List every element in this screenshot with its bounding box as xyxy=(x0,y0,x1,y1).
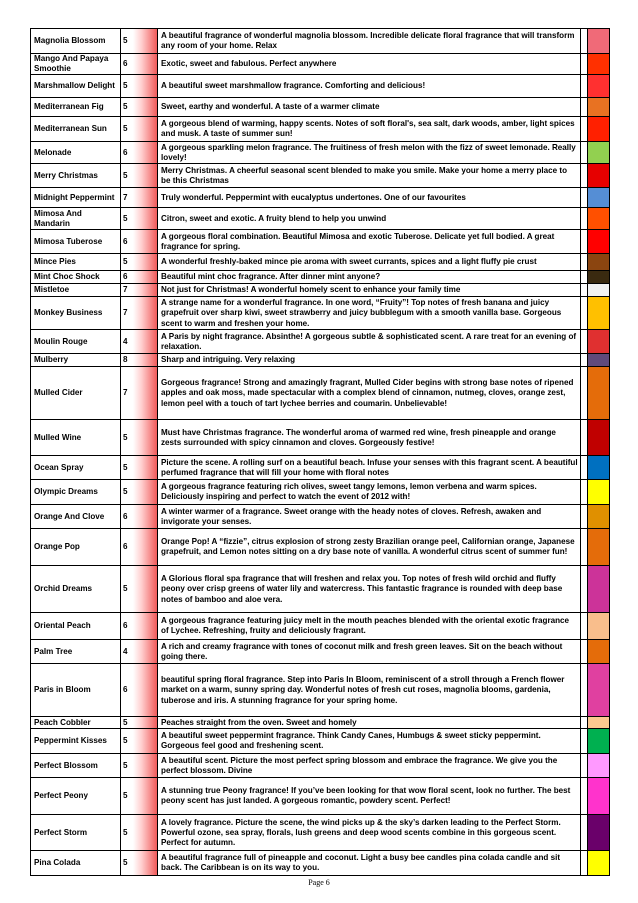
fragrance-description: Exotic, sweet and fabulous. Perfect anywhere xyxy=(158,54,581,75)
color-swatch xyxy=(588,420,610,456)
strength-gradient xyxy=(133,420,157,455)
fragrance-row xyxy=(31,142,610,164)
fragrance-description: A gorgeous fragrance featuring rich olives, sweet tangy lemons, lemon verbena and warm spices. Deliciously inspiring and perfect to watch the event of 2012 with! xyxy=(158,480,581,505)
strength-cell xyxy=(121,208,158,230)
spacer-cell xyxy=(581,815,588,851)
fragrance-description: A beautiful fragrance full of pineapple and coconut. Light a busy bee candles pina colada candle and sit back. The Caribbean is on its way to you. xyxy=(158,851,581,876)
fragrance-row xyxy=(31,98,610,117)
fragrance-row xyxy=(31,613,610,640)
fragrance-description: A gorgeous blend of warming, happy scents. Notes of soft floral's, sea salt, dark woods, amber, light spices and musk. A taste of summer sun! xyxy=(158,117,581,142)
strength-value: 6 xyxy=(123,272,128,282)
fragrance-name: Mango And Papaya Smoothie xyxy=(31,54,121,75)
fragrance-row xyxy=(31,420,610,456)
spacer-cell xyxy=(581,613,588,640)
spacer-cell xyxy=(581,117,588,142)
strength-value: 6 xyxy=(123,542,128,552)
color-swatch xyxy=(588,164,610,188)
color-swatch xyxy=(588,664,610,717)
fragrance-name: Monkey Business xyxy=(31,297,121,330)
fragrance-name: Mimosa And Mandarin xyxy=(31,208,121,230)
fragrance-description: Peaches straight from the oven. Sweet and homely xyxy=(158,717,581,729)
strength-cell xyxy=(121,142,158,164)
spacer-cell xyxy=(581,271,588,284)
strength-gradient xyxy=(133,717,157,728)
fragrance-description: A gorgeous sparkling melon fragrance. The fruitiness of fresh melon with the fizz of sweet lemonade. Really lovely! xyxy=(158,142,581,164)
strength-cell xyxy=(121,29,158,54)
fragrance-row xyxy=(31,480,610,505)
spacer-cell xyxy=(581,330,588,354)
fragrance-description: Citron, sweet and exotic. A fruity blend to help you unwind xyxy=(158,208,581,230)
color-swatch xyxy=(588,815,610,851)
fragrance-name: Mediterranean Sun xyxy=(31,117,121,142)
strength-gradient xyxy=(133,254,157,270)
fragrance-name: Perfect Blossom xyxy=(31,754,121,778)
fragrance-row xyxy=(31,505,610,529)
spacer-cell xyxy=(581,142,588,164)
fragrance-name: Marshmallow Delight xyxy=(31,75,121,98)
strength-value: 5 xyxy=(123,487,128,497)
strength-cell xyxy=(121,613,158,640)
fragrance-row xyxy=(31,117,610,142)
fragrance-name: Perfect Storm xyxy=(31,815,121,851)
strength-gradient xyxy=(133,664,157,716)
strength-value: 5 xyxy=(123,717,128,727)
fragrance-description: A beautiful scent. Picture the most perfect spring blossom and embrace the fragrance. We give you the perfect blossom. Divine xyxy=(158,754,581,778)
strength-value: 5 xyxy=(123,257,128,267)
fragrance-description: Beautiful mint choc fragrance. After dinner mint anyone? xyxy=(158,271,581,284)
strength-cell xyxy=(121,354,158,367)
strength-cell xyxy=(121,54,158,75)
strength-value: 5 xyxy=(123,858,128,868)
strength-cell xyxy=(121,188,158,208)
spacer-cell xyxy=(581,566,588,613)
strength-gradient xyxy=(133,815,157,850)
strength-cell xyxy=(121,754,158,778)
fragrance-name: Mulled Cider xyxy=(31,367,121,420)
color-swatch xyxy=(588,354,610,367)
strength-gradient xyxy=(133,566,157,612)
strength-cell xyxy=(121,284,158,297)
spacer-cell xyxy=(581,367,588,420)
strength-value: 6 xyxy=(123,147,128,157)
strength-gradient xyxy=(133,456,157,479)
fragrance-table-container xyxy=(30,28,608,876)
strength-value: 5 xyxy=(123,827,128,837)
fragrance-name: Perfect Peony xyxy=(31,778,121,815)
fragrance-row xyxy=(31,851,610,876)
strength-cell xyxy=(121,566,158,613)
color-swatch xyxy=(588,754,610,778)
fragrance-row xyxy=(31,230,610,254)
fragrance-description: A beautiful fragrance of wonderful magnolia blossom. Incredible delicate floral fragrance that will transform any room of your home. Relax xyxy=(158,29,581,54)
fragrance-name: Orange And Clove xyxy=(31,505,121,529)
strength-cell xyxy=(121,480,158,505)
color-swatch xyxy=(588,778,610,815)
color-swatch xyxy=(588,297,610,330)
strength-gradient xyxy=(133,851,157,875)
strength-gradient xyxy=(133,297,157,329)
fragrance-name: Mint Choc Shock xyxy=(31,271,121,284)
spacer-cell xyxy=(581,851,588,876)
strength-cell xyxy=(121,640,158,664)
fragrance-name: Merry Christmas xyxy=(31,164,121,188)
fragrance-row xyxy=(31,208,610,230)
fragrance-description: Merry Christmas. A cheerful seasonal scent blended to make you smile. Make your home a merry place to be this Christmas xyxy=(158,164,581,188)
strength-cell xyxy=(121,330,158,354)
spacer-cell xyxy=(581,354,588,367)
strength-cell xyxy=(121,456,158,480)
color-swatch xyxy=(588,640,610,664)
color-swatch xyxy=(588,505,610,529)
strength-cell xyxy=(121,98,158,117)
strength-gradient xyxy=(133,117,157,141)
strength-gradient xyxy=(133,98,157,116)
strength-value: 5 xyxy=(123,736,128,746)
strength-cell xyxy=(121,230,158,254)
fragrance-name: Mediterranean Fig xyxy=(31,98,121,117)
color-swatch xyxy=(588,271,610,284)
fragrance-description: Must have Christmas fragrance. The wonderful aroma of warmed red wine, fresh pineapple and orange zests surrounded with spicy cinnamon and cloves. Gorgeously festive! xyxy=(158,420,581,456)
fragrance-description: Truly wonderful. Peppermint with eucalyptus undertones. One of our favourites xyxy=(158,188,581,208)
fragrance-description: A strange name for a wonderful fragrance. In one word, “Fruity”! Top notes of fresh banana and juicy grapefruit over sharp kiwi, sweet strawberry and juicy bubblegum with a smooth vanilla base. Gorgeous scent to warm and freshen your home. xyxy=(158,297,581,330)
strength-cell xyxy=(121,75,158,98)
fragrance-name: Mince Pies xyxy=(31,254,121,271)
color-swatch xyxy=(588,208,610,230)
strength-value: 4 xyxy=(123,336,128,346)
fragrance-row xyxy=(31,297,610,330)
fragrance-description: Sharp and intriguing. Very relaxing xyxy=(158,354,581,367)
fragrance-row xyxy=(31,815,610,851)
fragrance-description: A stunning true Peony fragrance! If you’ve been looking for that wow floral scent, look no further. The best peony scent has just landed. A gorgeous romantic, powdery scent. Perfect! xyxy=(158,778,581,815)
color-swatch xyxy=(588,851,610,876)
fragrance-description: A Paris by night fragrance. Absinthe! A gorgeous subtle & sophisticated scent. A rare treat for an evening of relaxation. xyxy=(158,330,581,354)
fragrance-description: Gorgeous fragrance! Strong and amazingly fragrant, Mulled Cider begins with strong base notes of ripened apples and oak moss, made spectacular with a complex blend of cinnamon, nutmeg, cloves, orange zest, lemon peel with a touch of tart lychee berries and coumarin. Unbelievable! xyxy=(158,367,581,420)
fragrance-name: Moulin Rouge xyxy=(31,330,121,354)
color-swatch xyxy=(588,566,610,613)
fragrance-row xyxy=(31,75,610,98)
strength-value: 6 xyxy=(123,59,128,69)
color-swatch xyxy=(588,456,610,480)
strength-cell xyxy=(121,254,158,271)
strength-cell xyxy=(121,815,158,851)
spacer-cell xyxy=(581,729,588,754)
fragrance-row xyxy=(31,664,610,717)
spacer-cell xyxy=(581,75,588,98)
fragrance-description: Not just for Christmas! A wonderful homely scent to enhance your family time xyxy=(158,284,581,297)
strength-value: 7 xyxy=(123,388,128,398)
spacer-cell xyxy=(581,188,588,208)
fragrance-description: A winter warmer of a fragrance. Sweet orange with the heady notes of cloves. Refresh, awaken and invigorate your senses. xyxy=(158,505,581,529)
strength-value: 5 xyxy=(123,462,128,472)
strength-gradient xyxy=(133,142,157,163)
fragrance-description: beautiful spring floral fragrance. Step into Paris In Bloom, reminiscent of a stroll through a French flower market on a warm, sunny spring day. Wonderful notes of fresh cut roses, magnolia blooms, gardenia, tuberose and iris. A stunning fragrance for your spring home. xyxy=(158,664,581,717)
fragrance-description: Orange Pop! A “fizzie”, citrus explosion of strong zesty Brazilian orange peel, Californian orange, Japanese grapefruit, and Lemon notes sitting on a dry base note of vanilla. A wonderful citrus scent of summer fun! xyxy=(158,529,581,566)
fragrance-description: A lovely fragrance. Picture the scene, the wind picks up & the sky’s darken leading to the Perfect Storm. Powerful ozone, sea spray, florals, lush greens and deep wood scents combine in this gorgeous scent. Perfect for autumn. xyxy=(158,815,581,851)
fragrance-name: Palm Tree xyxy=(31,640,121,664)
fragrance-row xyxy=(31,754,610,778)
color-swatch xyxy=(588,230,610,254)
strength-gradient xyxy=(133,729,157,753)
fragrance-row xyxy=(31,640,610,664)
spacer-cell xyxy=(581,778,588,815)
fragrance-description: A rich and creamy fragrance with tones of coconut milk and fresh green leaves. Sit on the beach without going there. xyxy=(158,640,581,664)
fragrance-name: Mimosa Tuberose xyxy=(31,230,121,254)
spacer-cell xyxy=(581,29,588,54)
fragrance-row xyxy=(31,566,610,613)
strength-cell xyxy=(121,164,158,188)
color-swatch xyxy=(588,142,610,164)
strength-value: 6 xyxy=(123,511,128,521)
strength-gradient xyxy=(133,164,157,187)
fragrance-name: Orchid Dreams xyxy=(31,566,121,613)
fragrance-description: Picture the scene. A rolling surf on a beautiful beach. Infuse your senses with this fragrant scent. A beautiful perfumed fragrance that will fill your home with floral notes xyxy=(158,456,581,480)
spacer-cell xyxy=(581,420,588,456)
fragrance-description: A gorgeous floral combination. Beautiful Mimosa and exotic Tuberose. Delicate yet full bodied. A great fragrance for spring. xyxy=(158,230,581,254)
fragrance-name: Mistletoe xyxy=(31,284,121,297)
strength-value: 7 xyxy=(123,192,128,202)
color-swatch xyxy=(588,729,610,754)
color-swatch xyxy=(588,254,610,271)
fragrance-name: Mulberry xyxy=(31,354,121,367)
strength-cell xyxy=(121,367,158,420)
spacer-cell xyxy=(581,640,588,664)
spacer-cell xyxy=(581,164,588,188)
spacer-cell xyxy=(581,284,588,297)
strength-value: 8 xyxy=(123,355,128,365)
strength-value: 6 xyxy=(123,685,128,695)
fragrance-row xyxy=(31,729,610,754)
page-number: Page 6 xyxy=(308,878,330,887)
fragrance-row xyxy=(31,717,610,729)
color-swatch xyxy=(588,117,610,142)
strength-gradient xyxy=(133,188,157,207)
strength-gradient xyxy=(133,505,157,528)
strength-gradient xyxy=(133,480,157,504)
fragrance-name: Mulled Wine xyxy=(31,420,121,456)
strength-gradient xyxy=(133,354,157,366)
color-swatch xyxy=(588,529,610,566)
spacer-cell xyxy=(581,529,588,566)
fragrance-row xyxy=(31,29,610,54)
strength-cell xyxy=(121,717,158,729)
color-swatch xyxy=(588,54,610,75)
color-swatch xyxy=(588,284,610,297)
spacer-cell xyxy=(581,754,588,778)
strength-cell xyxy=(121,271,158,284)
fragrance-name: Paris in Bloom xyxy=(31,664,121,717)
spacer-cell xyxy=(581,208,588,230)
color-swatch xyxy=(588,188,610,208)
spacer-cell xyxy=(581,230,588,254)
fragrance-name: Olympic Dreams xyxy=(31,480,121,505)
fragrance-row xyxy=(31,188,610,208)
strength-gradient xyxy=(133,75,157,97)
strength-cell xyxy=(121,505,158,529)
strength-gradient xyxy=(133,613,157,639)
strength-value: 4 xyxy=(123,646,128,656)
strength-gradient xyxy=(133,29,157,53)
fragrance-row xyxy=(31,330,610,354)
fragrance-description: A beautiful sweet peppermint fragrance. Think Candy Canes, Humbugs & sweet sticky peppermint. Gorgeous feel good and freshening scent. xyxy=(158,729,581,754)
fragrance-name: Pina Colada xyxy=(31,851,121,876)
strength-gradient xyxy=(133,284,157,296)
fragrance-row xyxy=(31,254,610,271)
fragrance-description: A beautiful sweet marshmallow fragrance. Comforting and delicious! xyxy=(158,75,581,98)
fragrance-row xyxy=(31,778,610,815)
strength-value: 5 xyxy=(123,584,128,594)
fragrance-name: Peach Cobbler xyxy=(31,717,121,729)
spacer-cell xyxy=(581,664,588,717)
strength-gradient xyxy=(133,367,157,419)
fragrance-row xyxy=(31,529,610,566)
strength-value: 5 xyxy=(123,124,128,134)
fragrance-name: Magnolia Blossom xyxy=(31,29,121,54)
color-swatch xyxy=(588,717,610,729)
spacer-cell xyxy=(581,717,588,729)
strength-value: 5 xyxy=(123,102,128,112)
strength-cell xyxy=(121,851,158,876)
fragrance-name: Oriental Peach xyxy=(31,613,121,640)
fragrance-name: Orange Pop xyxy=(31,529,121,566)
strength-gradient xyxy=(133,271,157,283)
spacer-cell xyxy=(581,480,588,505)
spacer-cell xyxy=(581,297,588,330)
strength-value: 5 xyxy=(123,35,128,45)
strength-value: 5 xyxy=(123,791,128,801)
fragrance-row xyxy=(31,354,610,367)
strength-value: 6 xyxy=(123,236,128,246)
strength-cell xyxy=(121,664,158,717)
fragrance-row xyxy=(31,367,610,420)
color-swatch xyxy=(588,367,610,420)
fragrance-row xyxy=(31,271,610,284)
strength-gradient xyxy=(133,529,157,565)
spacer-cell xyxy=(581,98,588,117)
fragrance-row xyxy=(31,54,610,75)
strength-gradient xyxy=(133,54,157,74)
strength-gradient xyxy=(133,230,157,253)
fragrance-name: Ocean Spray xyxy=(31,456,121,480)
color-swatch xyxy=(588,75,610,98)
strength-cell xyxy=(121,420,158,456)
spacer-cell xyxy=(581,505,588,529)
fragrance-row xyxy=(31,284,610,297)
strength-gradient xyxy=(133,330,157,353)
fragrance-row xyxy=(31,164,610,188)
strength-cell xyxy=(121,529,158,566)
strength-value: 5 xyxy=(123,170,128,180)
strength-cell xyxy=(121,117,158,142)
strength-value: 6 xyxy=(123,621,128,631)
color-swatch xyxy=(588,98,610,117)
spacer-cell xyxy=(581,456,588,480)
color-swatch xyxy=(588,330,610,354)
fragrance-rows xyxy=(31,29,610,876)
strength-cell xyxy=(121,778,158,815)
strength-value: 5 xyxy=(123,213,128,223)
fragrance-name: Melonade xyxy=(31,142,121,164)
fragrance-row xyxy=(31,456,610,480)
strength-gradient xyxy=(133,754,157,777)
strength-value: 5 xyxy=(123,760,128,770)
fragrance-description: A gorgeous fragrance featuring juicy melt in the mouth peaches blended with the oriental exotic fragrance of Lychee. Refreshing, fruity and deliciously fragrant. xyxy=(158,613,581,640)
strength-value: 7 xyxy=(123,308,128,318)
color-swatch xyxy=(588,29,610,54)
color-swatch xyxy=(588,613,610,640)
strength-value: 7 xyxy=(123,285,128,295)
strength-value: 5 xyxy=(123,81,128,91)
strength-gradient xyxy=(133,208,157,229)
fragrance-name: Midnight Peppermint xyxy=(31,188,121,208)
strength-gradient xyxy=(133,778,157,814)
strength-cell xyxy=(121,729,158,754)
strength-gradient xyxy=(133,640,157,663)
strength-value: 5 xyxy=(123,432,128,442)
strength-cell xyxy=(121,297,158,330)
fragrance-description: A wonderful freshly-baked mince pie aroma with sweet currants, spices and a light fluffy pie crust xyxy=(158,254,581,271)
fragrance-name: Peppermint Kisses xyxy=(31,729,121,754)
spacer-cell xyxy=(581,254,588,271)
color-swatch xyxy=(588,480,610,505)
fragrance-description: A Glorious floral spa fragrance that will freshen and relax you. Top notes of fresh wild orchid and fluffy peony over crisp greens of water lily and watercress. This fantastic fragrance is rounded with deep base notes of bamboo and aloe vera. xyxy=(158,566,581,613)
fragrance-table xyxy=(30,28,610,876)
fragrance-description: Sweet, earthy and wonderful. A taste of a warmer climate xyxy=(158,98,581,117)
spacer-cell xyxy=(581,54,588,75)
